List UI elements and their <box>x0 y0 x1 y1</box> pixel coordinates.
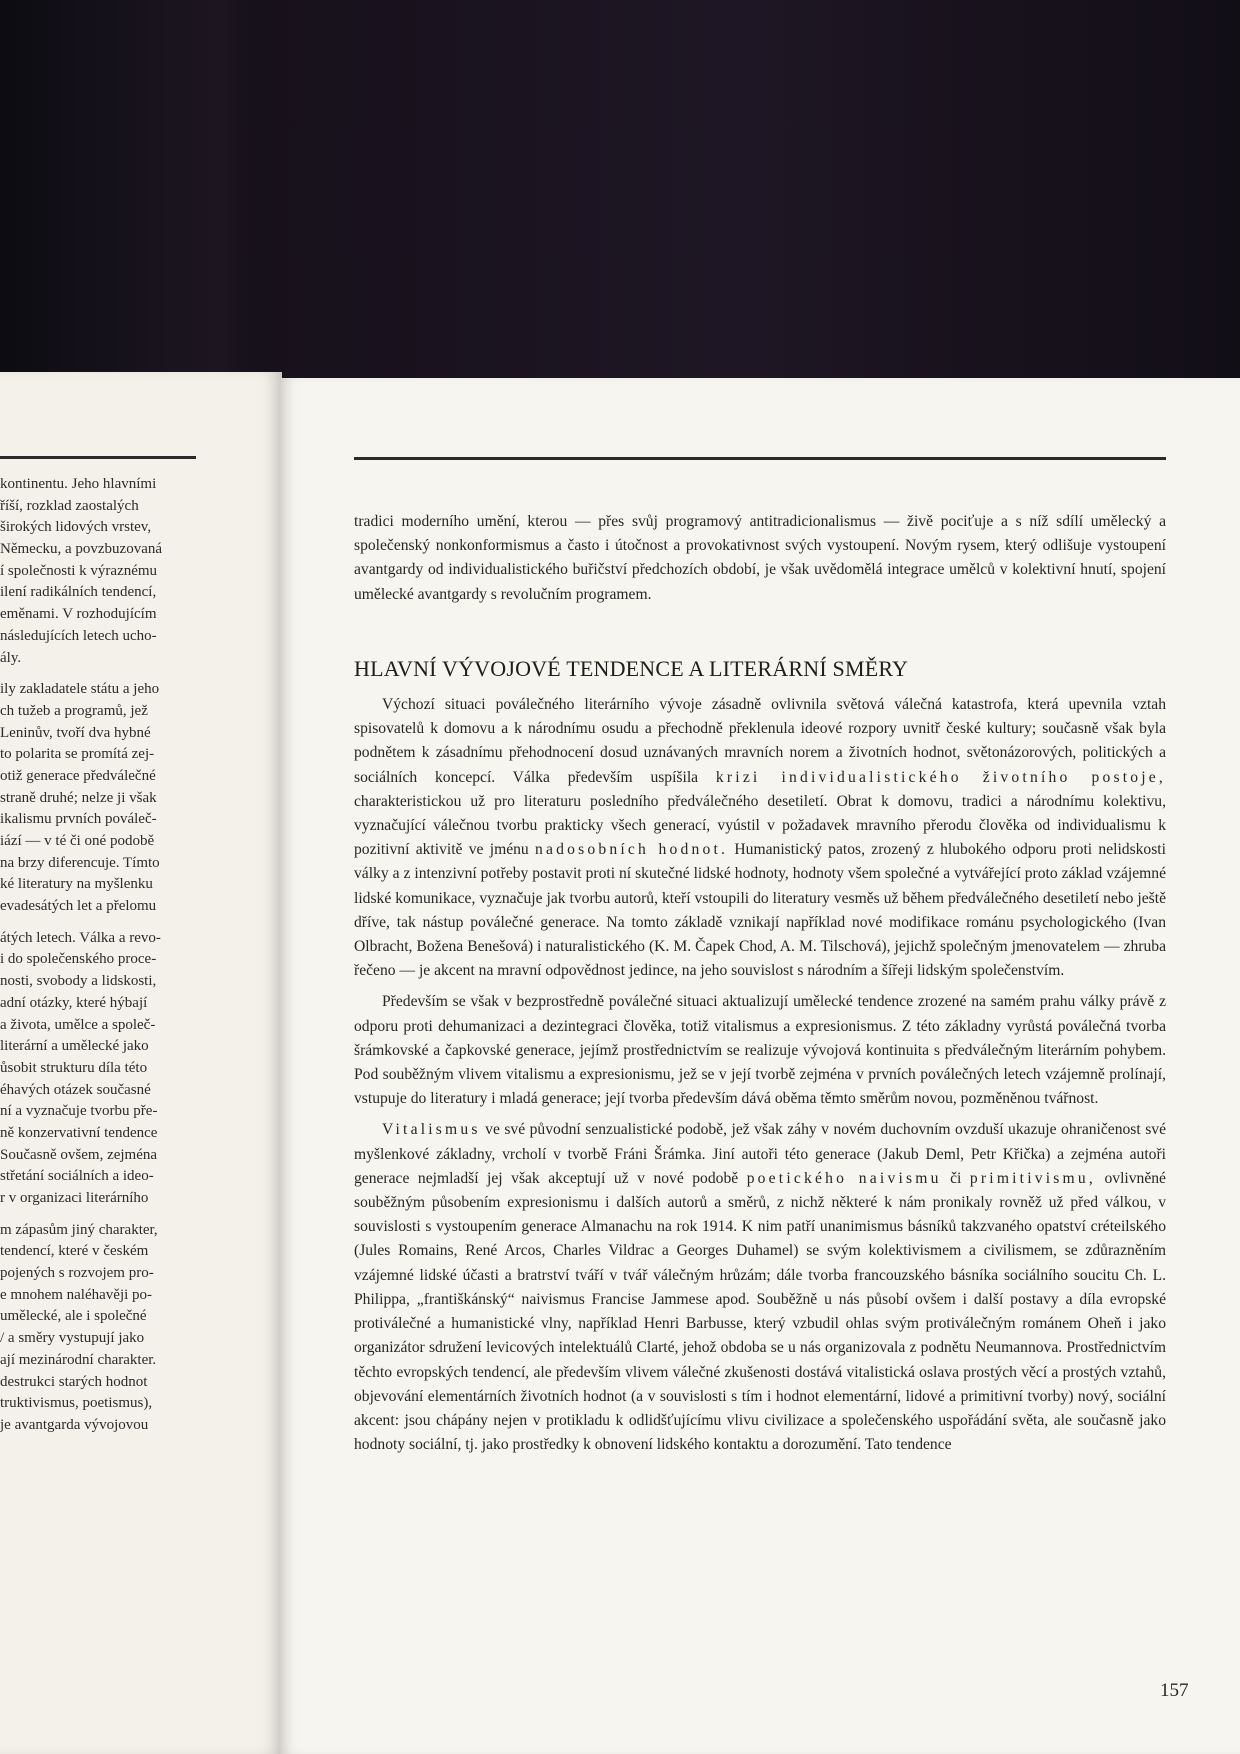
left-page-line: kontinentu. Jeho hlavními <box>0 476 157 492</box>
left-page-line: střetání sociálních a ideo- <box>0 1168 154 1185</box>
page-number: 157 <box>1160 1680 1189 1701</box>
section-heading: HLAVNÍ VÝVOJOVÉ TENDENCE A LITERÁRNÍ SMĚRY <box>354 655 909 681</box>
left-page-line: je avantgarda vývojovou <box>0 1416 149 1433</box>
left-page-line: Leninův, tvoří dva hybné <box>0 724 151 741</box>
left-page-line: říší, rozklad zaostalých <box>0 497 139 514</box>
left-page-line: Současně ovšem, zejména <box>0 1146 158 1163</box>
emphasis-text: krizi individualistického životního postoje, <box>715 768 1166 786</box>
left-page-line: ilení radikálních tendencí, <box>0 584 157 601</box>
left-page-rule <box>0 456 196 459</box>
left-page-line: átých letech. Válka a revo- <box>0 929 161 946</box>
left-page-line: evadesátých let a přelomu <box>0 898 157 915</box>
left-page-line: éhavých otázek současné <box>0 1081 151 1098</box>
left-page-line: ikalismu prvních pováleč- <box>0 811 157 828</box>
left-page-line: pojených s rozvojem pro- <box>0 1265 154 1282</box>
left-page-line: ní a vyznačuje tvorbu pře- <box>0 1103 158 1120</box>
left-page-line: í společnosti k výraznému <box>0 562 158 579</box>
emphasis-text: poetického naivismu <box>746 1169 942 1187</box>
left-page-line: destrukci starých hodnot <box>0 1373 148 1390</box>
left-page-line: a života, umělce a společ- <box>0 1016 156 1033</box>
emphasis-text: primitivismu, <box>969 1169 1096 1187</box>
left-page-line: straně druhé; nelze ji však <box>0 789 157 806</box>
left-page-line: ály. <box>0 649 22 666</box>
intro-paragraph: tradici moderního umění, kterou — přes svůj programový antitradicionalismus — živě pociťuje a s níž sdílí umělecký a společenský nonkonformismus a často i útočnost a provokativnost svých vystoupení. Novým rysem, který odlišuje vystoupení avantgardy od individualistického buřičství předchozích období, je však uvědomělá integrace umělců v kolektivní hnutí, spojení umělecké avantgardy s revolučním programem. <box>354 513 1166 603</box>
left-page-text <box>0 474 275 1437</box>
left-page-line: následujících letech ucho- <box>0 627 157 644</box>
left-page-line: ké literatury na myšlenku <box>0 876 153 893</box>
left-page-line: Německu, a povzbuzovaná <box>0 541 163 558</box>
left-page-line: / a směry vystupují jako <box>0 1330 145 1347</box>
left-page-line: na brzy diferencuje. Tímto <box>0 854 160 871</box>
left-page-line: m zápasům jiný charakter, <box>0 1221 158 1238</box>
left-page-line: nosti, svobody a lidskosti, <box>0 973 157 990</box>
left-page-line: adní otázky, které hýbají <box>0 994 148 1011</box>
left-page-line: ůsobit strukturu díla této <box>0 1059 148 1076</box>
left-page-line: ají mezinárodní charakter. <box>0 1351 157 1368</box>
left-page-line: tendencí, které v českém <box>0 1243 149 1260</box>
left-page-line: literární a umělecké jako <box>0 1038 149 1055</box>
right-page <box>280 378 1240 1754</box>
emphasis-text: Vitalismus <box>382 1121 481 1139</box>
left-page-line: ch tužeb a programů, jež <box>0 702 148 719</box>
left-page-line: ily zakladatele státu a jeho <box>0 681 160 698</box>
left-page-line: umělecké, ale i společné <box>0 1308 147 1325</box>
left-page-line: e mnohem naléhavěji po- <box>0 1286 153 1303</box>
left-page-line: ně konzervativní tendence <box>0 1124 158 1141</box>
left-page-line: eměnami. V rozhodujícím <box>0 606 157 623</box>
paragraph-2: Především se však v bezprostředně poválečné situaci aktualizují umělecké tendence zrozené na samém prahu války právě z odporu proti dehumanizaci a dezintegraci člověka, totiž vitalismus a expresionismus. Z této základny vyrůstá poválečná tvorba šrámkovské a čapkovské generace, jejímž prostřednictvím se realizuje vývojová kontinuita s předválečným literárním pohybem. Pod souběžným vlivem vitalismu a expresionismu, jež se v její tvorbě zejména v prvních poválečných letech vzájemně prolínají, vstupuje do literatury i mladá generace; její tvorba především dává oběma těmto směrům novou, pozměněnou tvářnost. <box>354 993 1166 1108</box>
right-page-rule <box>354 457 1166 460</box>
paragraph-3: Vitalismus ve své původní senzualistické podobě, jež však záhy v novém duchovním ovzduší ukazuje ohraničenost své myšlenkové základny, vrcholí v tvorbě Fráni Šrámka. Jiní autoři této generace (Jakub Deml, Petr Křička) a zejména autoři generace nejmladší jej však akceptují už v nové podobě poetického naivismu či primitivismu, ovlivněné souběžným působením expresionismu i dalších autorů a směrů, z nichž některé k nám pronikaly rovněž už před válkou, v souvislosti s vystoupením generace Almanachu na rok 1914. K nim patří unanimismus básníků takzvaného opatství créteilského (Jules Romains, René Arcos, Charles Vildrac a Georges Duhamel) se svým kolektivismem a civilismem, se zdůrazněním vzájemné lidské účasti a bratrství tváří v tvář válečným hrůzám; dále tvorba francouzského básníka sociálního soucitu Ch. L. Philippa, „františkánský“ naivismus Francise Jammese apod. Souběžně u nás působí ovšem i další postavy a díla evropské protiválečné a humanistické vlny, například Henri Barbusse, který vzbudil ohlas svým protiválečným románem Oheň i jako organizátor sdružení levicových intelektuálů Clarté, jehož obdoba se u nás organizovala z podnětu Neumannova. Prostřednictvím těchto evropských tendencí, ale především vlivem válečné zkušenosti dostává vitalistická oslava prostých věcí a prostých vztahů, objevování elementárních životních hodnot (a v souvislosti s tím i hodnot elementární, lidové a primitivní tvorby) nový, sociální akcent: jsou chápány nejen v protikladu k odlidšťujícímu vlivu civilizace a společenského uspořádání světa, ale současně jako hodnoty sociální, tj. jako prostředky k obnovení lidského kontaktu a dorozumění. Tato tendence <box>354 1121 1166 1454</box>
left-page-line: truktivismus, poetismus), <box>0 1395 153 1412</box>
left-page-line: to polarita se promítá zej- <box>0 746 155 763</box>
left-page-line: i do společenského proce- <box>0 951 157 968</box>
left-page-line: iází — v té či oné podobě <box>0 833 155 849</box>
dark-background <box>0 0 1240 400</box>
paragraph-1: Výchozí situaci poválečného literárního vývoje zásadně ovlivnila světová válečná katastrofa, která upevnila vztah spisovatelů k domovu a k národnímu osudu a přechodně překlenula ideové rozpory uvnitř české kultury; současně však byla podnětem k zásadnímu přehodnocení dosud uznávaných mravních norem a životních hodnot, světonázorových, politických a sociálních koncepcí. Válka především uspíšila krizi individualistického životního postoje, charakteristickou už pro literaturu posledního předválečného desetiletí. Obrat k domovu, tradici a národnímu kolektivu, vyznačující válečnou tvorbu prakticky všech generací, vyústil v požadavek mravního přerodu člověka od individualismu k pozitivní aktivitě ve jménu nadosobních hodnot. Humanistický patos, zrozený z hlubokého odporu proti nelidskosti války a z intenzivní potřeby postavit proti ní skutečné lidské hodnoty, hodnoty všem společné a vytvářející proto základ vzájemné lidské komunikace, vyznačuje jak tvorbu autorů, kteří vstoupili do literatury vesměs už během předválečného desetiletí nebo ještě dříve, tak nástup poválečné generace. Na tomto základě vznikají například nové modifikace románu psychologického (Ivan Olbracht, Božena Benešová) i naturalistického (K. M. Čapek Chod, A. M. Tilschová), jejichž společným jmenovatelem — zhruba řečeno — je akcent na mravní odpovědnost jedince, na jeho souvislost s národním a šířeji lidským společenstvím. <box>354 696 1166 980</box>
text-column <box>354 510 1166 1457</box>
left-page-line: širokých lidových vrstev, <box>0 519 152 536</box>
left-page-line: otiž generace předválečné <box>0 767 156 784</box>
left-page-line: r v organizaci literárního <box>0 1190 149 1206</box>
left-page <box>0 372 282 1754</box>
emphasis-text: nadosobních hodnot. <box>535 841 729 859</box>
